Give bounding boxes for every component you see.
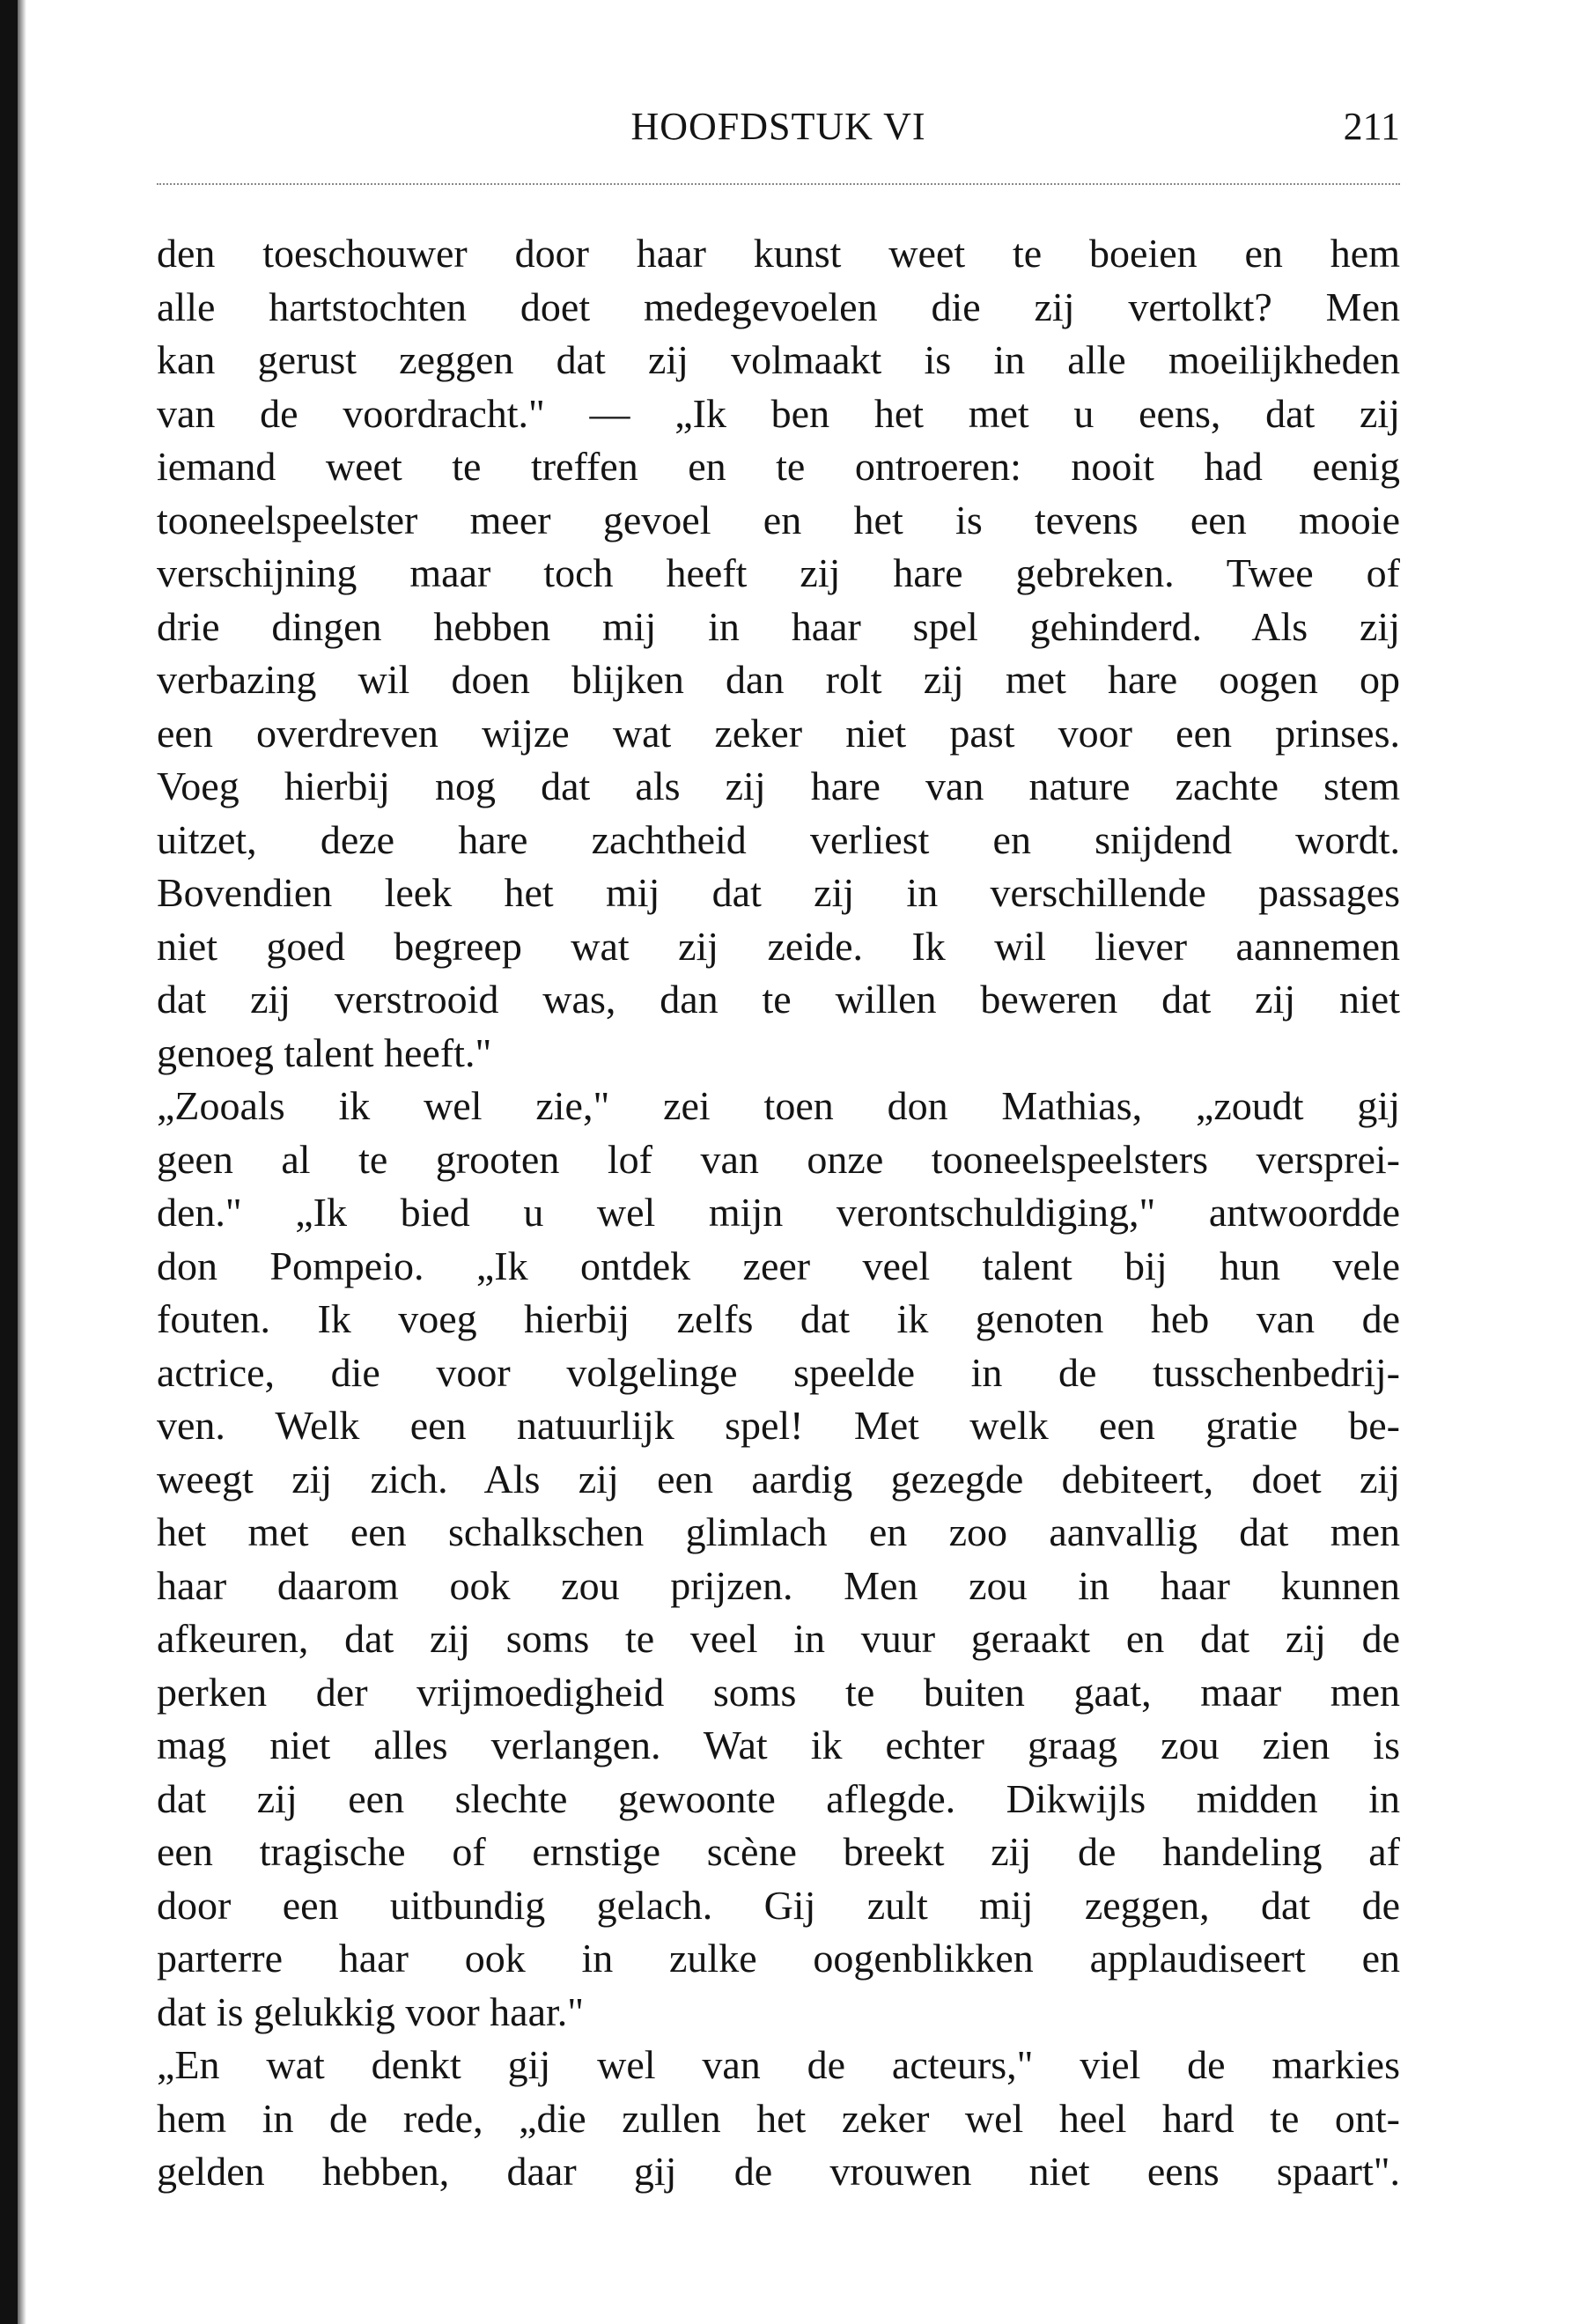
text-line: genoeg talent heeft." — [157, 1029, 492, 1075]
text-line: een tragische of ernstige scène breekt zij de handeling af — [157, 1829, 1400, 1874]
page-number: 211 — [1343, 105, 1400, 148]
text-line: „Zooals ik wel zie," zei toen don Mathias, „zoudt gij — [157, 1083, 1400, 1128]
text-line: dat zij verstrooid was, dan te willen beweren dat zij niet — [157, 977, 1400, 1022]
header-divider — [157, 183, 1400, 185]
text-line: mag niet alles verlangen. Wat ik echter graag zou zien is — [157, 1723, 1400, 1767]
text-line: het met een schalkschen glimlach en zoo aanvallig dat men — [157, 1509, 1400, 1554]
text-line: verschijning maar toch heeft zij hare gebreken. Twee of — [157, 550, 1400, 595]
text-line: dat zij een slechte gewoonte aflegde. Dikwijls midden in — [157, 1775, 1400, 1821]
text-line: perken der vrijmoedigheid soms te buiten gaat, maar men — [157, 1669, 1400, 1715]
text-line: kan gerust zeggen dat zij volmaakt is in alle moeilijkheden — [157, 337, 1400, 382]
text-line: iemand weet te treffen en te ontroeren: nooit had eenig — [157, 444, 1400, 489]
text-line: dat is gelukkig voor haar." — [157, 1988, 585, 2034]
text-line: een overdreven wijze wat zeker niet past voor een prinses. — [157, 710, 1400, 756]
text-line: den toeschouwer door haar kunst weet te boeien en hem — [157, 231, 1400, 276]
text-line: ven. Welk een natuurlijk spel! Met welk een gratie be- — [157, 1403, 1400, 1448]
text-line: gelden hebben, daar gij de vrouwen niet eens spaart". — [157, 2149, 1400, 2194]
text-line: door een uitbundig gelach. Gij zult mij zeggen, dat de — [157, 1882, 1400, 1928]
text-line: geen al te grooten lof van onze tooneelspeelsters versprei- — [157, 1136, 1400, 1182]
text-line: hem in de rede, „die zullen het zeker wel heel hard te ont- — [157, 2095, 1400, 2141]
text-line: niet goed begreep wat zij zeide. Ik wil liever aannemen — [157, 923, 1400, 969]
text-line: don Pompeio. „Ik ontdek zeer veel talent bij hun vele — [157, 1243, 1400, 1288]
text-line: alle hartstochten doet medegevoelen die zij vertolkt? Men — [157, 284, 1400, 329]
body-text — [157, 227, 1400, 2199]
text-line: den." „Ik bied u wel mijn verontschuldiging," antwoordde — [157, 1190, 1400, 1235]
page-header — [157, 104, 1400, 174]
text-line: fouten. Ik voeg hierbij zelfs dat ik genoten heb van de — [157, 1296, 1400, 1341]
text-line: drie dingen hebben mij in haar spel gehinderd. Als zij — [157, 603, 1400, 649]
text-line: Bovendien leek het mij dat zij in verschillende passages — [157, 870, 1400, 915]
text-line: actrice, die voor volgelinge speelde in de tusschenbedrij- — [157, 1349, 1400, 1395]
running-title: HOOFDSTUK VI — [630, 105, 926, 148]
text-line: haar daarom ook zou prijzen. Men zou in haar kunnen — [157, 1562, 1400, 1608]
text-line: afkeuren, dat zij soms te veel in vuur geraakt en dat zij de — [157, 1616, 1400, 1661]
text-line: parterre haar ook in zulke oogenblikken applaudiseert en — [157, 1936, 1400, 1981]
text-line: tooneelspeelster meer gevoel en het is tevens een mooie — [157, 497, 1400, 542]
text-line: verbazing wil doen blijken dan rolt zij met hare oogen op — [157, 657, 1400, 702]
page-binding-edge — [0, 0, 18, 2324]
text-line: Voeg hierbij nog dat als zij hare van nature zachte stem — [157, 764, 1400, 808]
text-line: van de voordracht." — „Ik ben het met u eens, dat zij — [157, 390, 1400, 436]
text-line: weegt zij zich. Als zij een aardig gezegde debiteert, doet zij — [157, 1456, 1400, 1501]
text-line: uitzet, deze hare zachtheid verliest en snijdend wordt. — [157, 816, 1400, 862]
text-line: „En wat denkt gij wel van de acteurs," viel de markies — [157, 2042, 1400, 2087]
